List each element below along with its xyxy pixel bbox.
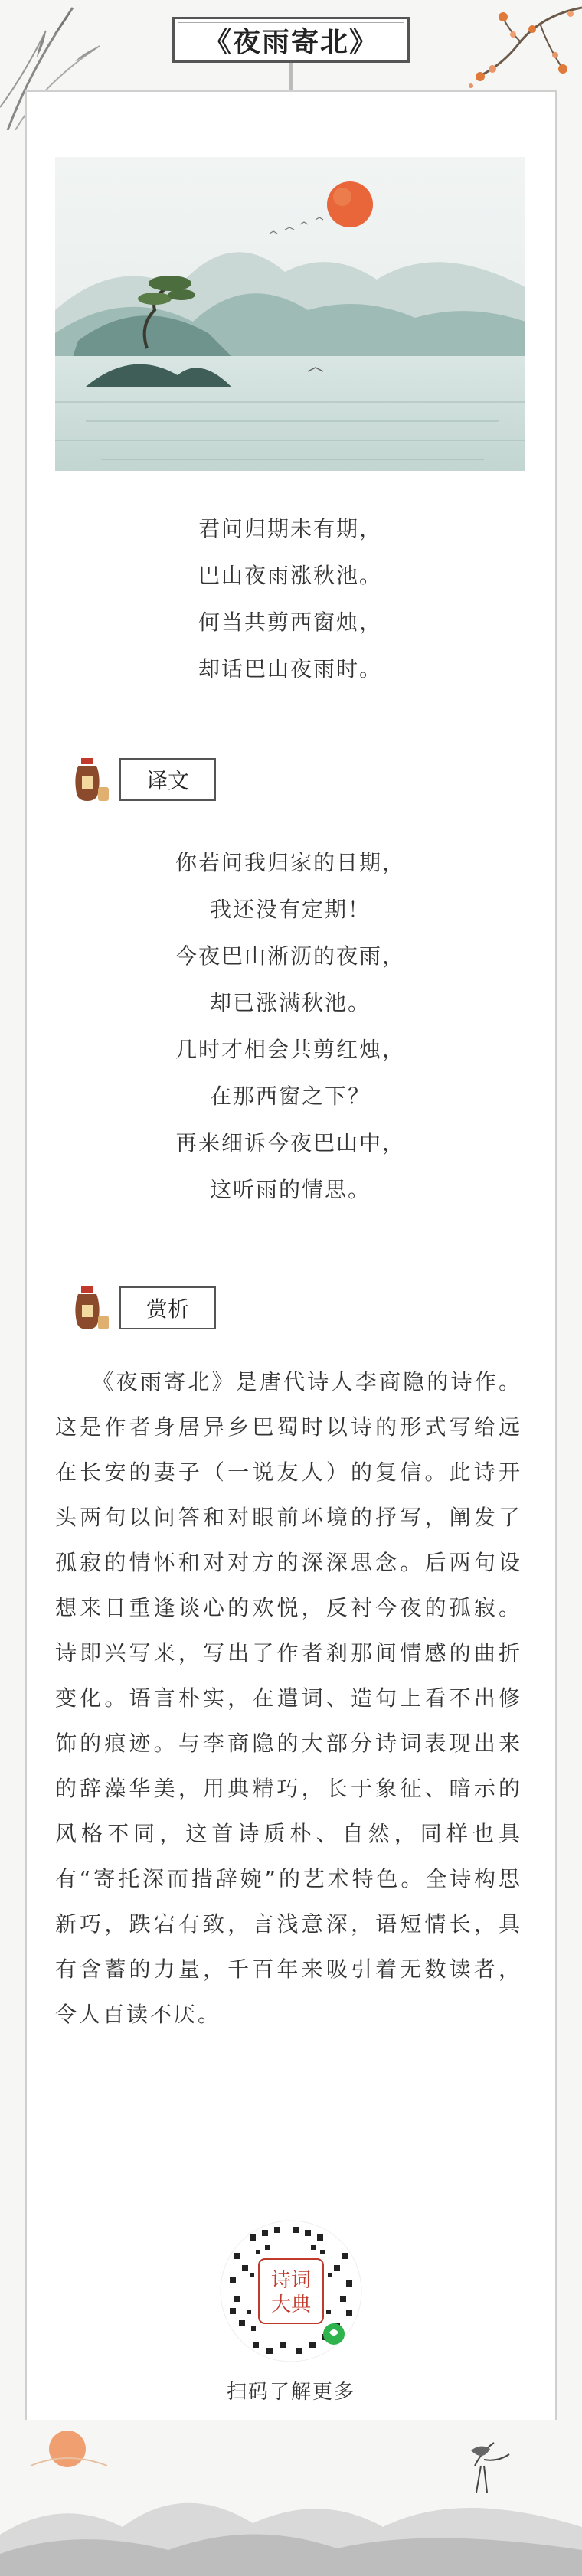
translation-line: 你若问我归家的日期， (175, 850, 405, 875)
landscape-painting (55, 157, 525, 471)
bottom-mountain-decoration (0, 2420, 582, 2576)
qr-code[interactable] (219, 2219, 363, 2363)
translation-line: 这听雨的情思。 (209, 1177, 371, 1202)
title-plaque (165, 11, 417, 72)
wine-jar-icon (70, 755, 110, 804)
translation-text (55, 839, 525, 1213)
poem-line: 何当共剪西窗烛， (198, 610, 382, 635)
title-box (172, 17, 410, 63)
wine-jar-icon (70, 1283, 110, 1332)
analysis-paragraph: 《夜雨寄北》是唐代诗人李商隐的诗作。这是作者身居异乡巴蜀时以诗的形式写给远在长安的妻子（一说友人）的复信。此诗开头两句以问答和对眼前环境的抒写，阐发了孤寂的情怀和对对方的深深思念。后两句设想来日重逢谈心的欢悦，反衬今夜的孤寂。诗即兴写来，写出了作者刹那间情感的曲折变化。语言朴实，在遣词、造句上看不出修饰的痕迹。与李商隐的大部分诗词表现出来的辞藻华美，用典精巧，长于象征、暗示的风格不同，这首诗质朴、自然，同样也具有“寄托深而措辞婉”的艺术特色。全诗构思新巧，跌宕有致，言浅意深，语短情长，具有含蓄的力量，千百年来吸引着无数读者，令人百读不厌。 (55, 1369, 522, 2027)
qr-caption: 扫码了解更多 (226, 2381, 355, 2404)
translation-line: 却已涨满秋池。 (209, 990, 371, 1015)
translation-line: 今夜巴山淅沥的夜雨， (175, 943, 405, 969)
poem-line: 君问归期未有期， (198, 516, 382, 541)
poem-text (55, 505, 525, 692)
page-title: 《夜雨寄北》 (203, 26, 378, 58)
translation-line: 再来细诉今夜巴山中， (175, 1130, 405, 1156)
poem-line: 却话巴山夜雨时。 (198, 656, 382, 682)
translation-line: 我还没有定期！ (209, 897, 371, 922)
poem-line: 巴山夜雨涨秋池。 (198, 563, 382, 588)
translation-line: 几时才相会共剪红烛， (175, 1037, 405, 1062)
qr-logo-text: 大典 (270, 2293, 312, 2316)
translation-label: 译文 (119, 758, 216, 801)
analysis-label: 赏析 (119, 1286, 216, 1329)
plum-blossom-decoration-icon (448, 0, 582, 100)
translation-line: 在那西窗之下？ (209, 1084, 371, 1109)
qr-logo-text: 诗词 (270, 2269, 312, 2292)
